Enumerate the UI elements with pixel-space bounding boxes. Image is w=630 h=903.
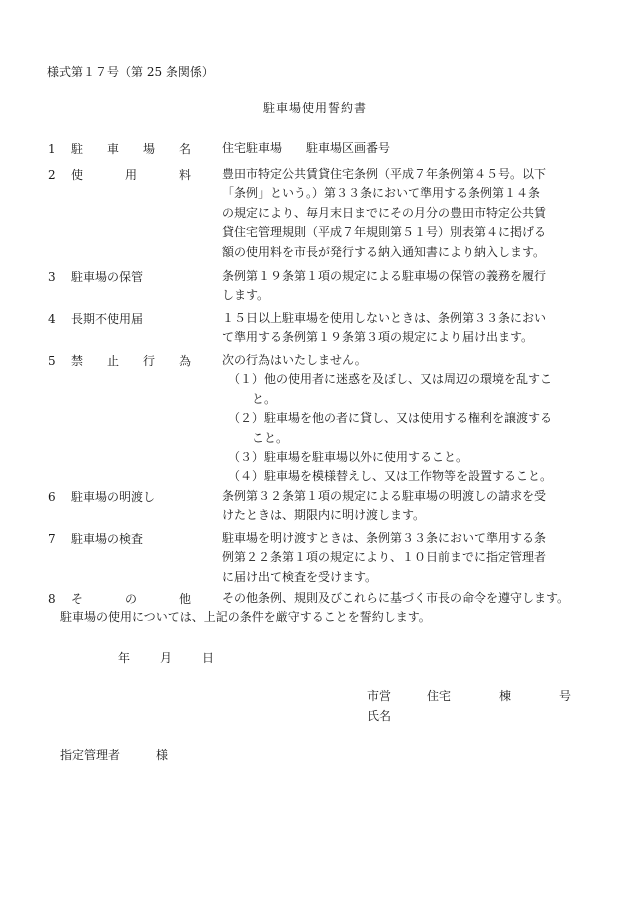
content-line: けたときは、期限内に明け渡します。	[222, 508, 426, 523]
item-content	[222, 589, 588, 608]
item-label-part: 他	[178, 592, 191, 606]
content-line: 条例第１９条第１項の規定による駐車場の保管の義務を履行	[222, 269, 547, 283]
item-label-part: そ	[71, 592, 84, 606]
item-label-part: 駐車場の明渡し	[71, 490, 156, 504]
condition-item	[48, 267, 608, 309]
conditions-list	[48, 139, 608, 619]
condition-item	[48, 309, 608, 351]
day-label: 日	[202, 651, 215, 665]
item-label-part: 駐車場の保管	[71, 270, 144, 284]
item-number: 6	[48, 490, 56, 504]
condition-item	[48, 487, 608, 529]
content-line: １５日以上駐車場を使用しないときは、条例第３３条におい	[222, 311, 547, 325]
sub-item	[222, 409, 588, 448]
content-line: 住宅駐車場 駐車場区画番号	[222, 141, 391, 155]
item-label-part: の	[124, 592, 137, 606]
item-label-part: 用	[124, 168, 137, 182]
year-label: 年	[118, 651, 131, 665]
sub-item	[222, 370, 588, 409]
item-label-part: 使	[71, 168, 84, 182]
sub-item-text: （２）駐車場を他の者に貸し、又は使用する権利を譲渡する	[228, 411, 553, 426]
condition-item	[48, 165, 608, 267]
item-label-part: 長期不使用届	[71, 312, 144, 326]
item-number: 1	[48, 142, 56, 156]
item-number: 3	[48, 270, 56, 284]
item-number: 2	[48, 168, 56, 182]
item-label	[71, 267, 191, 287]
item-label-part: 禁	[71, 354, 84, 368]
condition-item	[48, 529, 608, 589]
item-label-part: 名	[178, 142, 191, 156]
content-line: て準用する条例第１９条第３項の規定により届け出ます。	[222, 330, 534, 345]
item-label	[71, 309, 191, 329]
sub-item	[222, 448, 588, 467]
month-label: 月	[160, 651, 173, 665]
sub-item-text: （３）駐車場を駐車場以外に使用すること。	[228, 450, 469, 465]
condition-item	[48, 139, 608, 165]
item-content	[222, 267, 588, 306]
content-line: 例第２２条第１項の規定により、１０日前までに指定管理者	[222, 550, 547, 565]
content-line: に届け出て検査を受けます。	[222, 569, 378, 584]
sub-item-text: （４）駐車場を模様替えし、又は工作物等を設置すること。	[228, 469, 553, 484]
content-line: その他条例、規則及びこれらに基づく市長の命令を遵守します。	[222, 591, 570, 605]
content-line: 駐車場を明け渡すときは、条例第３３条において準用する条	[222, 531, 547, 545]
content-line: 豊田市特定公共賃貸住宅条例（平成７年条例第４５号。以下	[222, 167, 547, 181]
item-label-part: 行	[142, 354, 155, 368]
content-line: 条例第３２条第１項の規定による駐車場の明渡しの請求を受	[222, 489, 547, 503]
item-label	[71, 165, 191, 185]
item-content	[222, 165, 588, 262]
content-line: 「条例」という。）第３３条において準用する条例第１４条	[222, 186, 541, 201]
item-number: 7	[48, 532, 56, 546]
sub-item	[222, 467, 588, 486]
sub-item-continuation: こと。	[252, 430, 289, 445]
item-label-part: 料	[178, 168, 191, 182]
item-label-part: 駐車場の検査	[71, 532, 144, 546]
item-label-part: 車	[106, 142, 119, 156]
content-line: 次の行為はいたしません。	[222, 353, 367, 367]
document-title: 駐車場使用誓約書	[262, 101, 367, 115]
item-label-part: 止	[106, 354, 119, 368]
content-line: します。	[222, 288, 270, 303]
manager-line: 指定管理者 様	[60, 748, 169, 762]
content-line: 額の使用料を市長が発行する納入通知書により納入します。	[222, 244, 546, 259]
item-number: 4	[48, 312, 56, 326]
item-label	[71, 589, 191, 609]
item-label-part: 場	[142, 142, 155, 156]
item-content	[222, 309, 588, 348]
item-label	[71, 139, 191, 159]
item-content	[222, 139, 588, 158]
form-number: 様式第１７号（第 25 条関係）	[47, 65, 214, 79]
name-label: 氏名	[367, 709, 392, 723]
item-label	[71, 529, 191, 549]
address-line: 市営 住宅 棟 号	[367, 689, 572, 703]
item-label	[71, 487, 191, 507]
item-number: 5	[48, 354, 56, 368]
condition-item	[48, 351, 608, 487]
content-line: 貸住宅管理規則（平成７年規則第５１号）別表第４に掲げる	[222, 225, 547, 240]
content-line: の規定により、毎月末日までにその月分の豊田市特定公共賃	[222, 205, 547, 220]
item-label	[71, 351, 191, 371]
item-content	[222, 487, 588, 526]
date-line	[118, 648, 214, 668]
sub-item-text: （１）他の使用者に迷惑を及ぼし、又は周辺の環境を乱すこ	[228, 372, 553, 387]
item-content	[222, 529, 588, 587]
item-content	[222, 351, 588, 487]
item-label-part: 駐	[71, 142, 84, 156]
item-label-part: 為	[178, 354, 191, 368]
pledge-statement: 駐車場の使用については、上記の条件を厳守することを誓約します。	[60, 610, 431, 624]
item-number: 8	[48, 592, 56, 606]
sub-item-continuation: と。	[252, 391, 277, 406]
